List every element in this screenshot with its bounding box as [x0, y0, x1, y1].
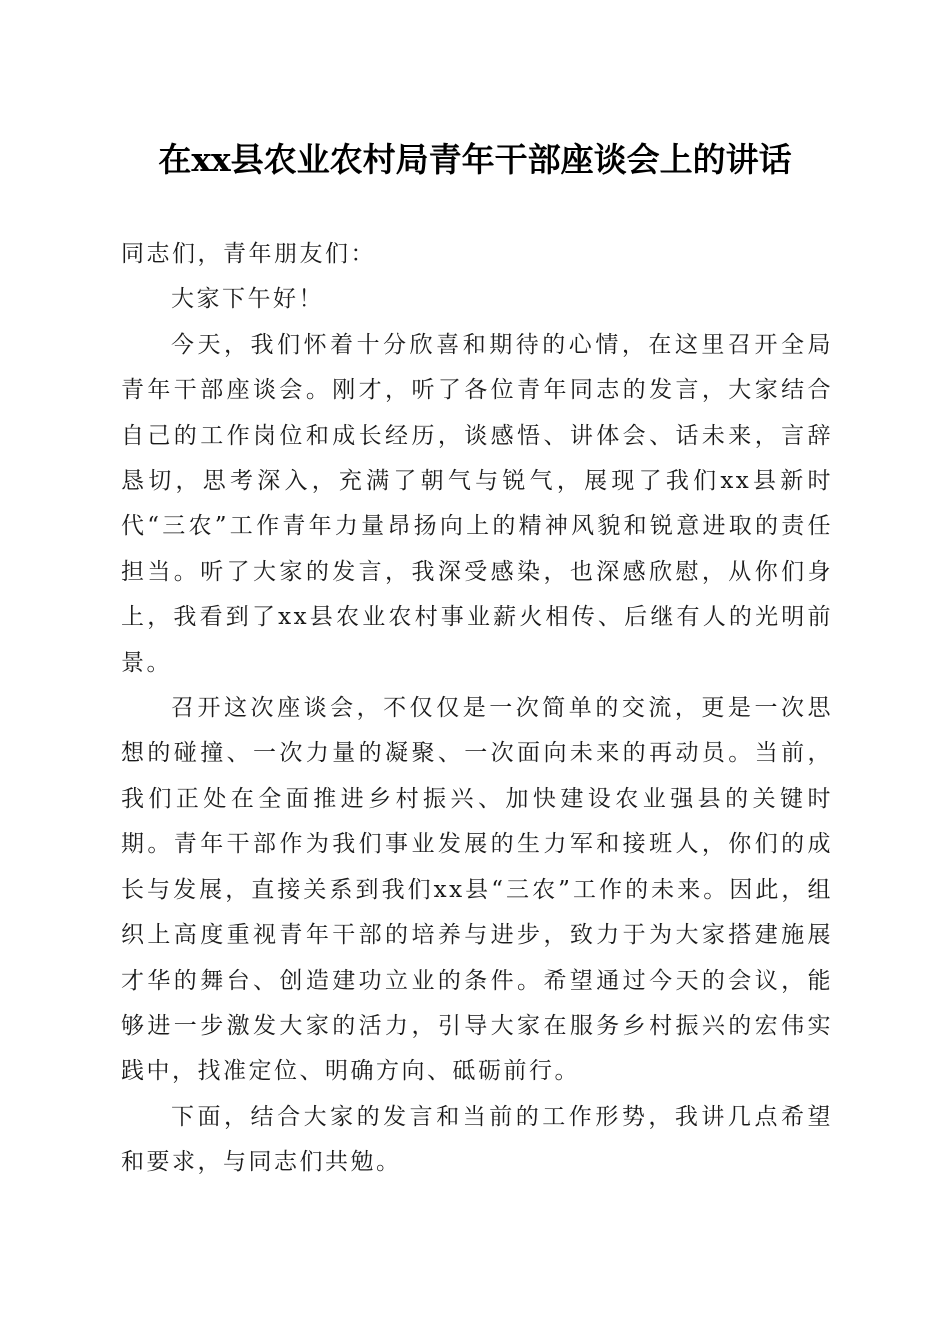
paragraph-transition: 下面，结合大家的发言和当前的工作形势，我讲几点希望和要求，与同志们共勉。	[121, 1103, 833, 1176]
paragraph-purpose: 召开这次座谈会，不仅仅是一次简单的交流，更是一次思想的碰撞、一次力量的凝聚、一次面向未来的再动员。当前，我们正处在全面推进乡村振兴、加快建设农业强县的关键时期。青年干部作为我们事业发展的生力军和接班人，你们的成长与发展，直接关系到我们xx县“三农”工作的未来。因此，组织上高度重视青年干部的培养与进步，致力于为大家搭建施展才华的舞台、创造建功立业的条件。希望通过今天的会议，能够进一步激发大家的活力，引导大家在服务乡村振兴的宏伟实践中，找准定位、明确方向、砥砺前行。	[121, 695, 833, 1085]
salutation: 同志们，青年朋友们：	[121, 241, 376, 267]
document-title: 在xx县农业农村局青年干部座谈会上的讲话	[158, 140, 792, 179]
document-body	[121, 232, 833, 1186]
paragraph-greeting: 大家下午好！	[171, 286, 324, 313]
paragraph-opening: 今天，我们怀着十分欣喜和期待的心情，在这里召开全局青年干部座谈会。刚才，听了各位青年同志的发言，大家结合自己的工作岗位和成长经历，谈感悟、讲体会、话未来，言辞恳切，思考深入，充满了朝气与锐气，展现了我们xx县新时代“三农”工作青年力量昂扬向上的精神风貌和锐意进取的责任担当。听了大家的发言，我深受感染，也深感欣慰，从你们身上，我看到了xx县农业农村事业薪火相传、后继有人的光明前景。	[121, 331, 833, 676]
